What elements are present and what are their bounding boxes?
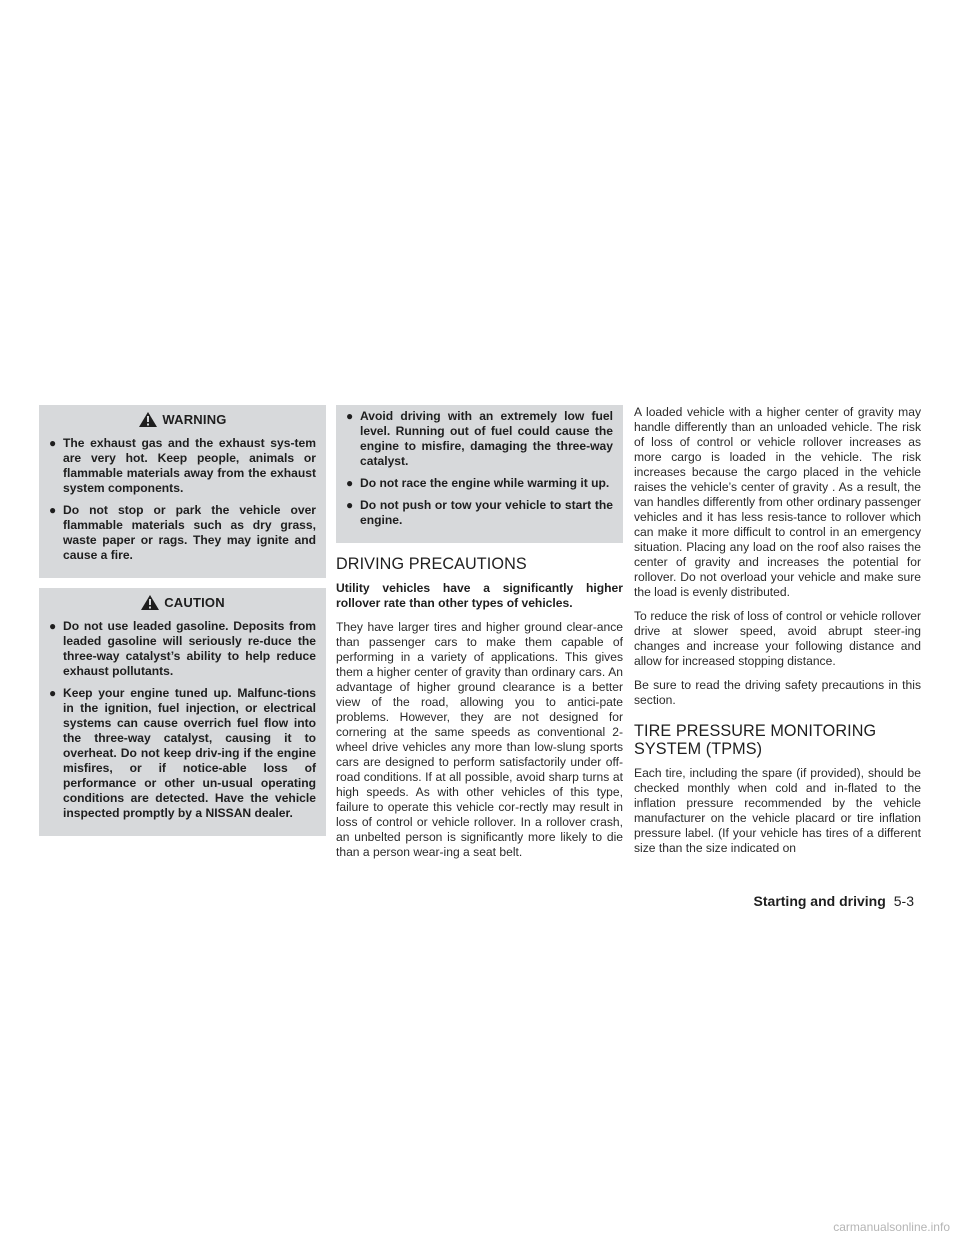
warning-item <box>49 503 316 563</box>
warning-item-text: Do not push or tow your vehicle to start the engine. <box>360 498 613 527</box>
driving-paragraph: They have larger tires and higher ground clear-ance than passenger cars to make them capable of performing in a variety of applications. This gives them a higher center of gravity than ordinary cars. An advantage of higher ground clearance is a better view of the road, allowing you to antici-pate problems. However, they are not designed for cornering at the same speeds as conventional 2-wheel drive vehicles any more than low-slung sports cars are designed to perform satisfactorily under off-road conditions. If at all possible, avoid sharp turns at high speeds. As with other vehicles of this type, failure to operate this vehicle cor-rectly may result in loss of control or vehicle rollover. In a rollover crash, an unbelted person is significantly more likely to die than a person wear-ing a seat belt. <box>336 620 623 859</box>
warning-title-text: WARNING <box>162 412 227 427</box>
caution-item-text: Do not use leaded gasoline. Deposits from leaded gasoline will seriously re-duce the three-way catalyst’s ability to help reduce exhaust pollutants. <box>63 619 316 678</box>
bullet: ● <box>346 476 354 490</box>
warning-item <box>49 436 316 496</box>
bullet: ● <box>49 686 57 700</box>
caution-title-text: CAUTION <box>164 595 225 610</box>
column-right <box>634 405 921 865</box>
bullet: ● <box>346 409 354 423</box>
footer-section-name: Starting and driving <box>753 893 886 909</box>
warning-item-text: The exhaust gas and the exhaust sys-tem are very hot. Keep people, animals or flammable materials away from the exhaust system components. <box>63 436 316 495</box>
warning-box <box>39 405 326 578</box>
warning-continued-box <box>336 405 623 543</box>
column-middle <box>336 405 623 869</box>
driving-lead-paragraph: Utility vehicles have a significantly higher rollover rate than other types of vehicles. <box>336 581 623 610</box>
bullet: ● <box>49 619 57 633</box>
warning-item <box>346 498 613 528</box>
caution-title <box>49 594 316 611</box>
tpms-paragraph: Each tire, including the spare (if provided), should be checked monthly when cold and in-flated to the inflation pressure recommended by the vehicle manufacturer on the vehicle placard or tire inflation pressure label. (If your vehicle has tires of a different size than the size indicated on <box>634 766 921 855</box>
warning-item <box>346 476 613 491</box>
bullet: ● <box>49 436 57 450</box>
page-number: 5-3 <box>893 893 914 909</box>
warning-triangle-icon <box>140 594 160 611</box>
page-footer <box>754 893 914 909</box>
caution-box <box>39 588 326 836</box>
safety-reference-paragraph: Be sure to read the driving safety precautions in this section. <box>634 678 921 707</box>
warning-item-text: Do not stop or park the vehicle over flammable materials such as dry grass, waste paper or rags. They may ignite and cause a fire. <box>63 503 316 562</box>
warning-title <box>49 411 316 428</box>
warning-item-text: Avoid driving with an extremely low fuel level. Running out of fuel could cause the engine to misfire, damaging the three-way catalyst. <box>360 409 613 468</box>
section-title-tpms: TIRE PRESSURE MONITORING SYSTEM (TPMS) <box>634 722 877 758</box>
warning-item <box>346 409 613 469</box>
caution-item <box>49 686 316 821</box>
warning-triangle-icon <box>138 411 158 428</box>
caution-item <box>49 619 316 679</box>
section-title-driving: DRIVING PRECAUTIONS <box>336 555 527 573</box>
rollover-paragraph: To reduce the risk of loss of control or vehicle rollover drive at slower speed, avoid abrupt steer-ing changes and increase your following distance and allow for increased stopping distance. <box>634 609 921 668</box>
bullet: ● <box>49 503 57 517</box>
cargo-paragraph: A loaded vehicle with a higher center of gravity may handle differently than an unloaded vehicle. The risk of loss of control or vehicle rollover increases as more cargo is loaded in the vehicle. The risk increases because the cargo placed in the vehicle raises the vehicle’s center of gravity . As a result, the van handles differently from other ordinary passenger vehicles and it has less resis-tance to rollover which can make it more difficult to control in an emergency situation. Placing any load on the roof also raises the center of gravity and increases the potential for rollover. Do not overload your vehicle and make sure the load is evenly distributed. <box>634 405 921 599</box>
watermark: carmanualsonline.info <box>833 1220 950 1234</box>
column-left <box>39 405 326 836</box>
caution-item-text: Keep your engine tuned up. Malfunc-tions in the ignition, fuel injection, or electrical systems can cause overrich fuel flow into the three-way catalyst, causing it to overheat. Do not keep driv-ing if the engine misfires, or if notice-able loss of performance or other un-usual operating conditions are detected. Have the vehicle inspected promptly by a NISSAN dealer. <box>63 686 316 820</box>
warning-item-text: Do not race the engine while warming it up. <box>360 476 610 490</box>
bullet: ● <box>346 498 354 512</box>
